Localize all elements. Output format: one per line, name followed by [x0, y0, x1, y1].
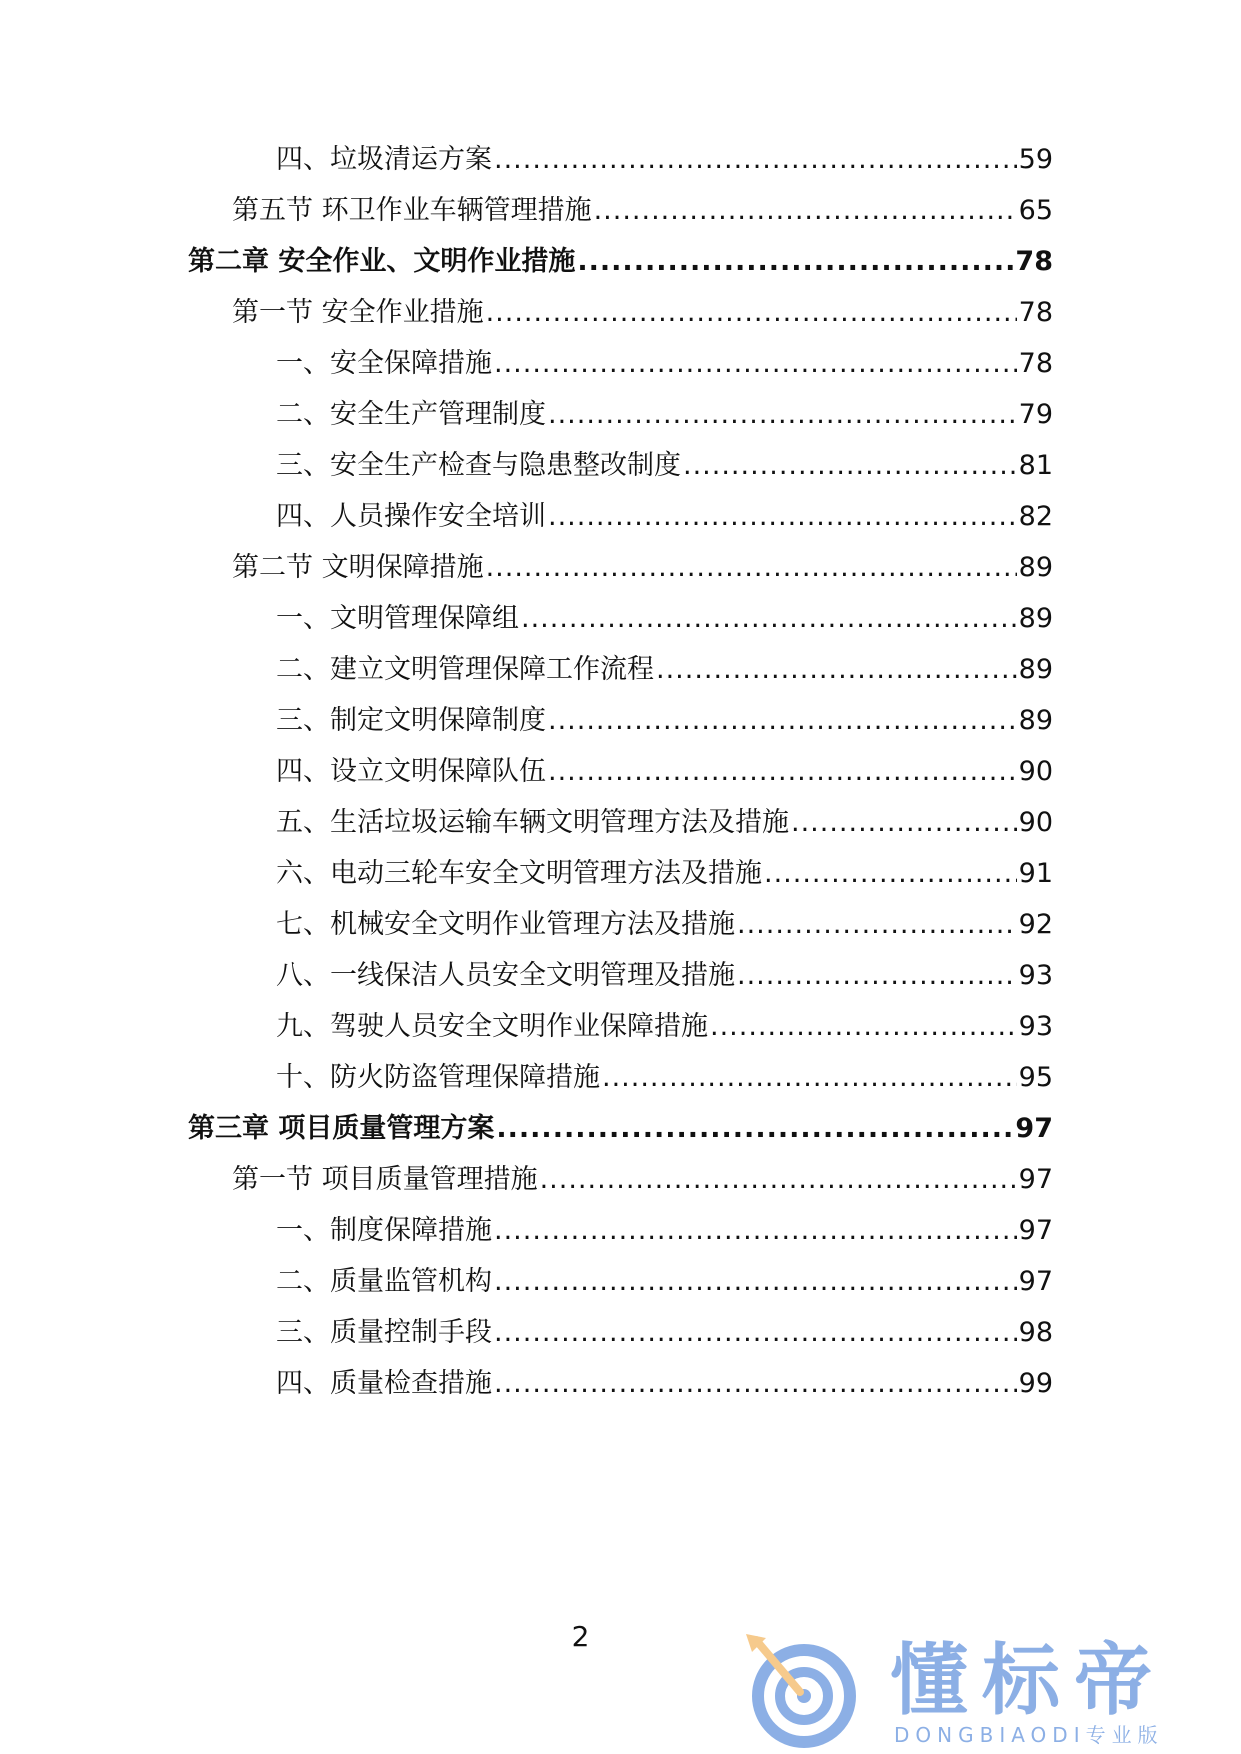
dot-leader	[656, 650, 1017, 690]
toc-entry-title: 七、机械安全文明作业管理方法及措施	[276, 909, 735, 940]
toc-entry-page: 81	[1018, 450, 1053, 481]
dot-leader	[494, 1262, 1017, 1302]
dot-leader	[494, 344, 1017, 384]
toc-entry-title: 第一节 项目质量管理措施	[232, 1164, 538, 1195]
dot-leader	[486, 293, 1017, 333]
dot-leader	[737, 905, 1017, 945]
toc-entry[interactable]	[276, 956, 1053, 996]
toc-entry-title: 二、建立文明管理保障工作流程	[276, 654, 654, 685]
watermark	[742, 1632, 1222, 1748]
toc-entry-title: 第二节 文明保障措施	[232, 552, 484, 583]
toc-entry-title: 九、驾驶人员安全文明作业保障措施	[276, 1011, 708, 1042]
toc-entry-page: 99	[1018, 1368, 1053, 1399]
toc-entry-page: 97	[1018, 1266, 1053, 1297]
toc-entry-title: 六、电动三轮车安全文明管理方法及措施	[276, 858, 762, 889]
toc-entry-title: 八、一线保洁人员安全文明管理及措施	[276, 960, 735, 991]
toc-entry-title: 一、制度保障措施	[276, 1215, 492, 1246]
toc-entry-page: 79	[1018, 399, 1053, 430]
dot-leader	[710, 1007, 1017, 1047]
toc-entry[interactable]	[276, 650, 1053, 690]
toc-entry[interactable]	[276, 395, 1053, 435]
dot-leader	[486, 548, 1017, 588]
toc-entry-page: 95	[1018, 1062, 1053, 1093]
toc-entry[interactable]	[232, 1160, 1053, 1200]
toc-entry-title: 第一节 安全作业措施	[232, 297, 484, 328]
dot-leader	[540, 1160, 1017, 1200]
dot-leader	[602, 1058, 1017, 1098]
toc-entry[interactable]	[232, 548, 1053, 588]
toc-entry-page: 89	[1018, 603, 1053, 634]
dot-leader	[548, 497, 1017, 537]
toc-entry[interactable]	[188, 1109, 1053, 1149]
dot-leader	[683, 446, 1017, 486]
watermark-subtitle: DONGBIAODI专业版	[894, 1723, 1164, 1747]
dot-leader	[548, 701, 1017, 741]
dot-leader	[494, 140, 1017, 180]
dot-leader	[496, 1109, 1013, 1149]
toc-entry-page: 89	[1018, 552, 1053, 583]
toc-entry-page: 93	[1018, 1011, 1053, 1042]
page-number: 2	[571, 1620, 590, 1653]
dot-leader	[494, 1211, 1017, 1251]
toc-entry-page: 97	[1018, 1164, 1053, 1195]
toc-entry[interactable]	[276, 497, 1053, 537]
toc-entry-page: 93	[1018, 960, 1053, 991]
toc-entry-page: 91	[1018, 858, 1053, 889]
watermark-name: 懂标帝	[890, 1636, 1167, 1726]
toc-entry-title: 四、垃圾清运方案	[276, 144, 492, 175]
toc-entry-title: 一、文明管理保障组	[276, 603, 519, 634]
toc-entry[interactable]	[276, 752, 1053, 792]
toc-entry-title: 二、安全生产管理制度	[276, 399, 546, 430]
toc-entry-page: 90	[1018, 756, 1053, 787]
toc-entry-page: 89	[1018, 705, 1053, 736]
toc-entry-title: 一、安全保障措施	[276, 348, 492, 379]
toc-entry[interactable]	[276, 1058, 1053, 1098]
toc-entry[interactable]	[276, 854, 1053, 894]
toc-entry-page: 59	[1018, 144, 1053, 175]
toc-entry[interactable]	[276, 1313, 1053, 1353]
toc-entry[interactable]	[276, 446, 1053, 486]
dot-leader	[577, 242, 1013, 282]
target-arrow-icon	[742, 1632, 862, 1748]
toc-entry-page: 78	[1018, 348, 1053, 379]
toc-entry-title: 四、质量检查措施	[276, 1368, 492, 1399]
toc-entry-title: 四、设立文明保障队伍	[276, 756, 546, 787]
toc-entry-page: 65	[1018, 195, 1053, 226]
toc-entry[interactable]	[276, 1211, 1053, 1251]
toc-entry[interactable]	[276, 701, 1053, 741]
dot-leader	[548, 395, 1017, 435]
toc-entry-page: 78	[1015, 246, 1053, 277]
toc-entry[interactable]	[276, 344, 1053, 384]
toc-entry[interactable]	[276, 905, 1053, 945]
toc-entry-page: 92	[1018, 909, 1053, 940]
toc-entry-page: 90	[1018, 807, 1053, 838]
toc-entry-page: 97	[1015, 1113, 1053, 1144]
toc-entry-title: 三、制定文明保障制度	[276, 705, 546, 736]
toc-entry[interactable]	[276, 803, 1053, 843]
dot-leader	[494, 1313, 1017, 1353]
toc-entry-title: 十、防火防盗管理保障措施	[276, 1062, 600, 1093]
toc-entry[interactable]	[276, 1007, 1053, 1047]
toc-entry-title: 五、生活垃圾运输车辆文明管理方法及措施	[276, 807, 789, 838]
dot-leader	[521, 599, 1017, 639]
toc-entry[interactable]	[276, 140, 1053, 180]
toc-entry-page: 97	[1018, 1215, 1053, 1246]
dot-leader	[737, 956, 1017, 996]
dot-leader	[791, 803, 1017, 843]
toc-entry-title: 第二章 安全作业、文明作业措施	[188, 246, 576, 277]
toc-entry[interactable]	[232, 191, 1053, 231]
dot-leader	[548, 752, 1017, 792]
dot-leader	[494, 1364, 1017, 1404]
toc-entry[interactable]	[232, 293, 1053, 333]
toc-entry[interactable]	[276, 1364, 1053, 1404]
toc-entry-title: 第三章 项目质量管理方案	[188, 1113, 495, 1144]
toc-entry-page: 82	[1018, 501, 1053, 532]
toc-entry-page: 98	[1018, 1317, 1053, 1348]
toc-entry-title: 第五节 环卫作业车辆管理措施	[232, 195, 592, 226]
toc-entry-page: 78	[1018, 297, 1053, 328]
toc-entry-page: 89	[1018, 654, 1053, 685]
toc-entry-title: 二、质量监管机构	[276, 1266, 492, 1297]
dot-leader	[594, 191, 1017, 231]
toc-entry-title: 四、人员操作安全培训	[276, 501, 546, 532]
toc-entry[interactable]	[276, 1262, 1053, 1302]
toc-entry-title: 三、安全生产检查与隐患整改制度	[276, 450, 681, 481]
toc-entry[interactable]	[188, 242, 1053, 282]
toc-entry[interactable]	[276, 599, 1053, 639]
toc-entry-title: 三、质量控制手段	[276, 1317, 492, 1348]
dot-leader	[764, 854, 1017, 894]
